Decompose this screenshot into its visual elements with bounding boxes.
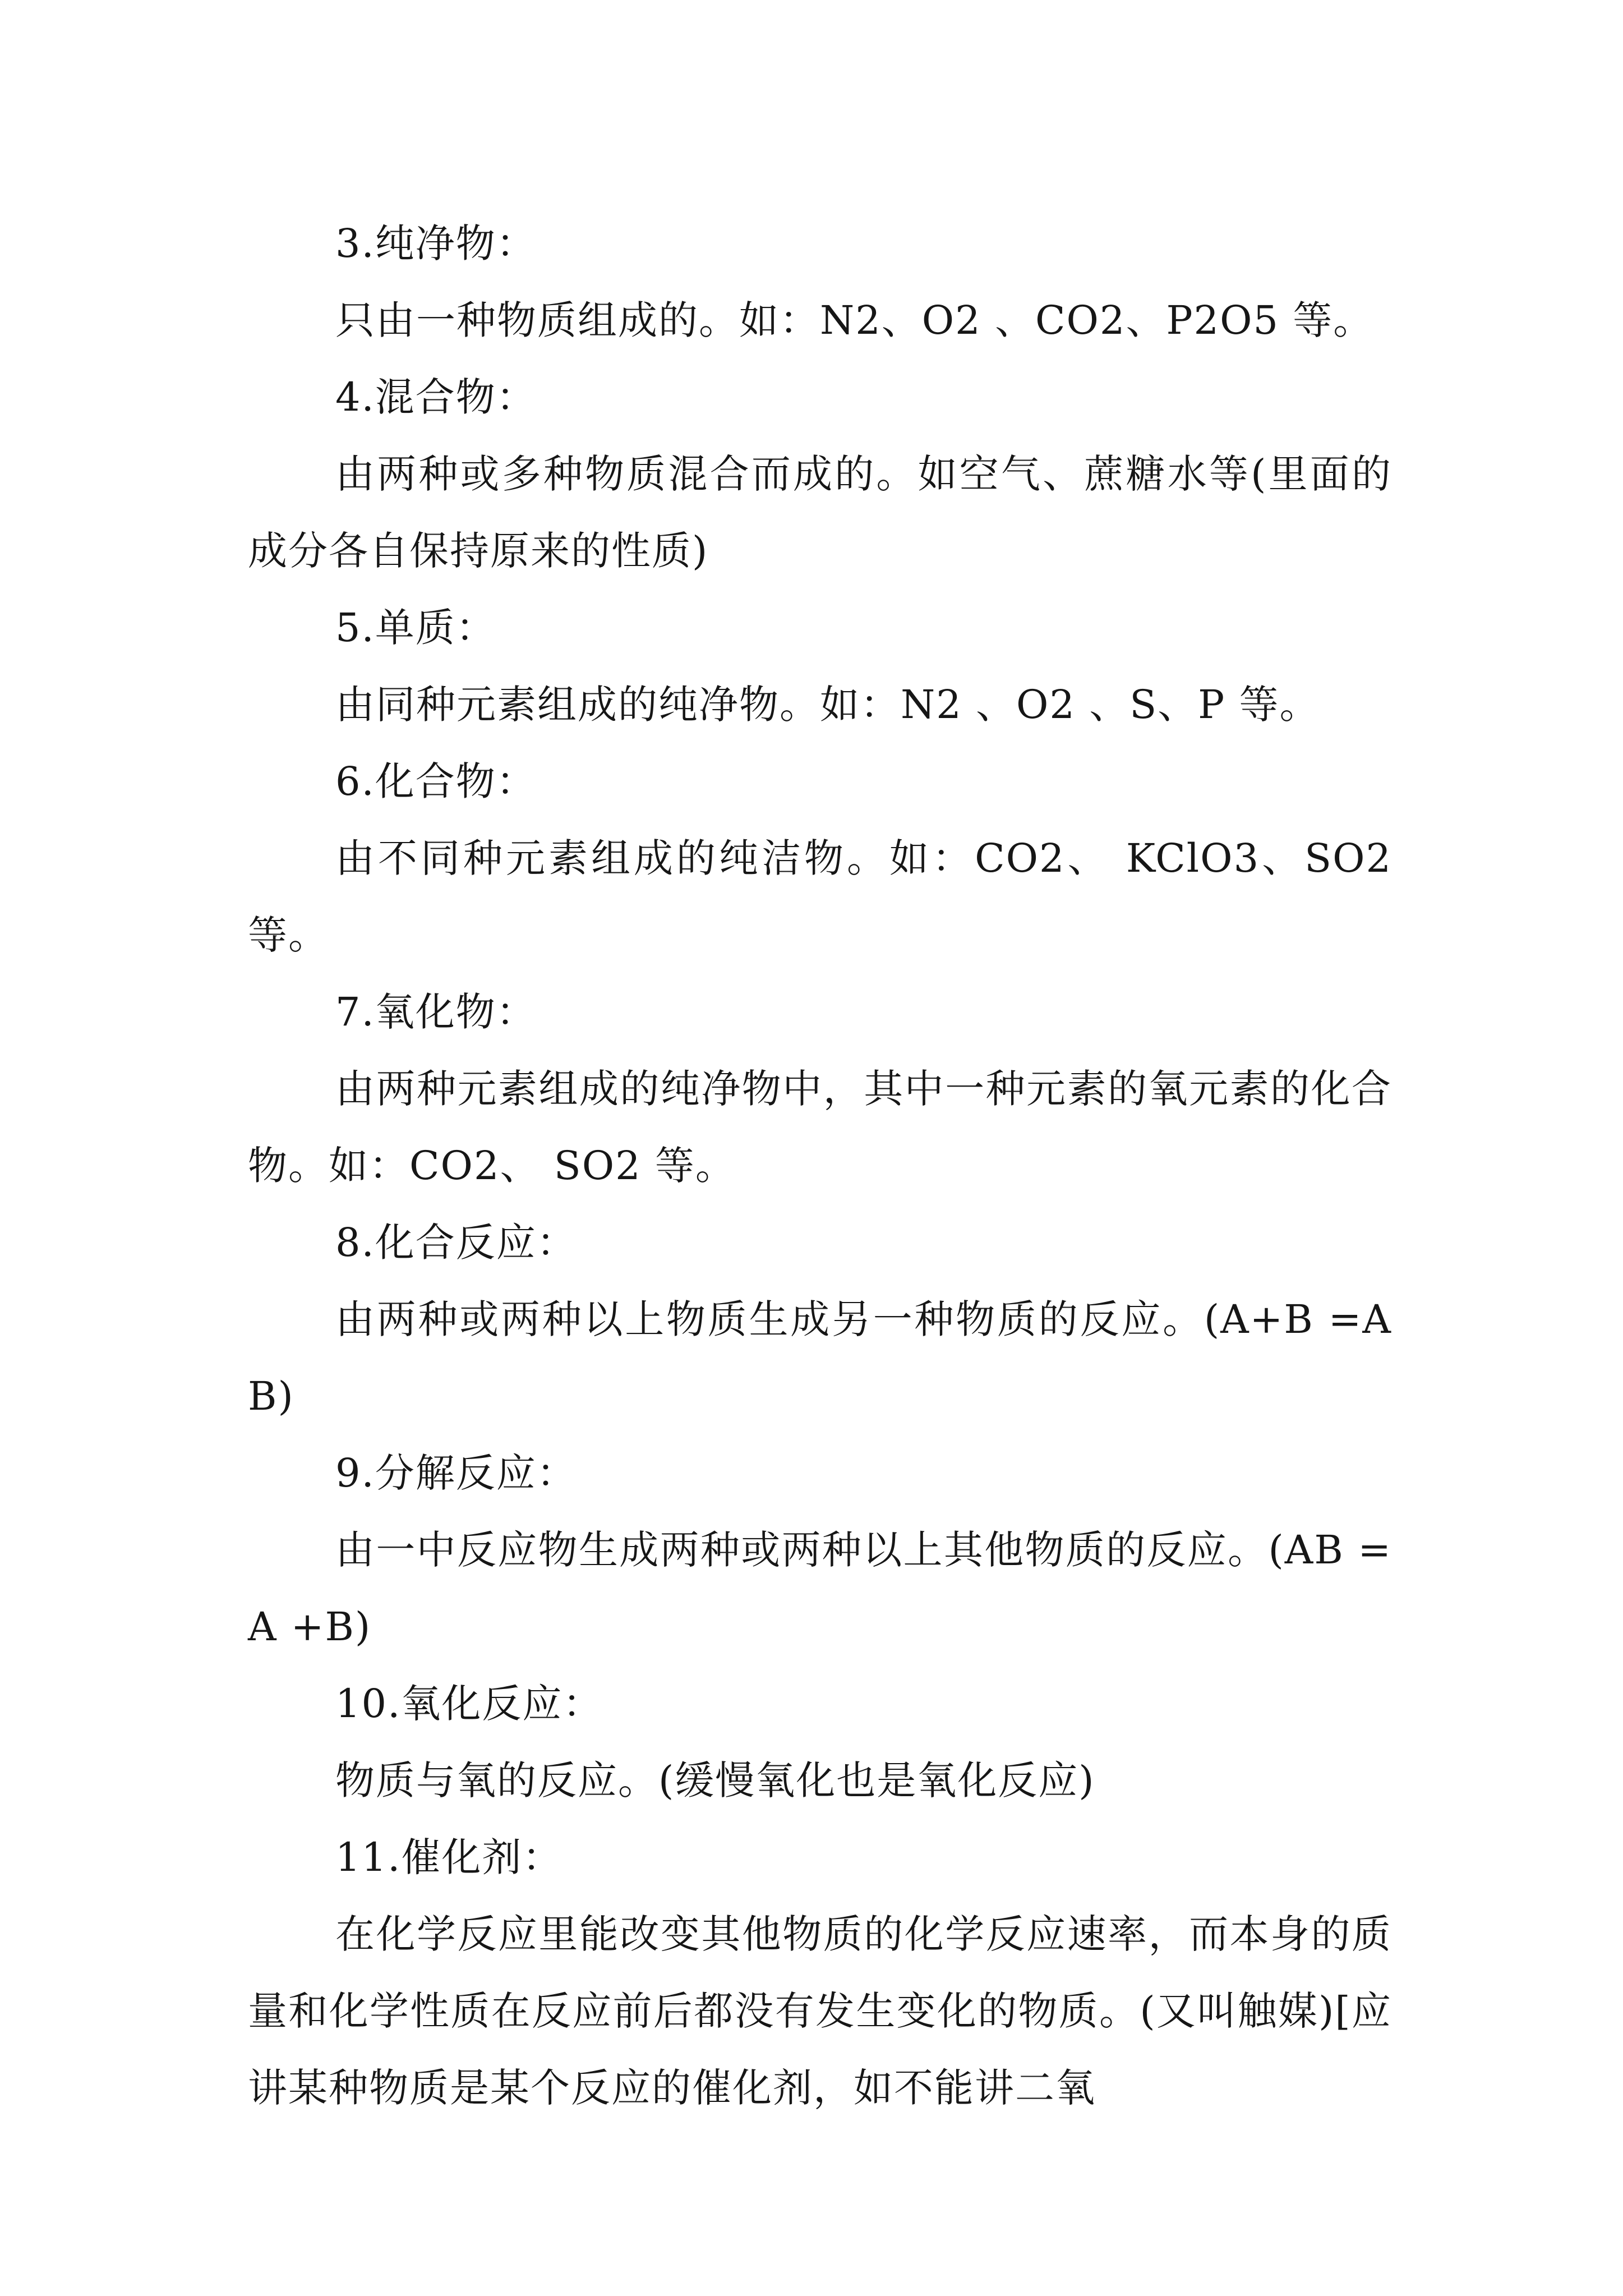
heading-decomposition-reaction: 9.分解反应：: [335, 1450, 577, 1496]
definition-compound: 由不同种元素组成的纯洁物。如：CO2、 KClO3、SO2 等。: [248, 835, 1392, 958]
definition-mixture: 由两种或多种物质混合而成的。如空气、蔗糖水等(里面的成分各自保持原来的性质): [248, 451, 1392, 574]
heading-mixture: 4.混合物：: [335, 374, 537, 420]
heading-oxidation-reaction: 10.氧化反应：: [335, 1681, 603, 1727]
definition-combination-reaction: 由两种或两种以上物质生成另一种物质的反应。(A+B =AB): [248, 1296, 1392, 1419]
heading-pure-substance: 3.纯净物：: [335, 220, 537, 266]
heading-catalyst: 11.催化剂：: [335, 1834, 563, 1880]
document-body: [248, 205, 1392, 2127]
definition-catalyst: 在化学反应里能改变其他物质的化学反应速率，而本身的质量和化学性质在反应前后都没有发生变化的物质。(又叫触媒)[应讲某种物质是某个反应的催化剂，如不能讲二氧: [248, 1911, 1392, 2111]
definition-oxidation-reaction: 物质与氧的反应。(缓慢氧化也是氧化反应): [335, 1757, 1095, 1803]
definition-decomposition-reaction: 由一中反应物生成两种或两种以上其他物质的反应。(AB =A +B): [248, 1527, 1392, 1650]
heading-element-substance: 5.单质：: [335, 605, 496, 651]
definition-element-substance: 由同种元素组成的纯净物。如：N2 、O2 、S、P 等。: [335, 682, 1320, 728]
definition-oxide: 由两种元素组成的纯净物中，其中一种元素的氧元素的化合物。如：CO2、 SO2 等。: [248, 1066, 1392, 1189]
heading-oxide: 7.氧化物：: [335, 989, 537, 1035]
heading-compound: 6.化合物：: [335, 758, 537, 804]
heading-combination-reaction: 8.化合反应：: [335, 1220, 577, 1266]
definition-pure-substance: 只由一种物质组成的。如：N2、O2 、CO2、P2O5 等。: [335, 297, 1374, 343]
